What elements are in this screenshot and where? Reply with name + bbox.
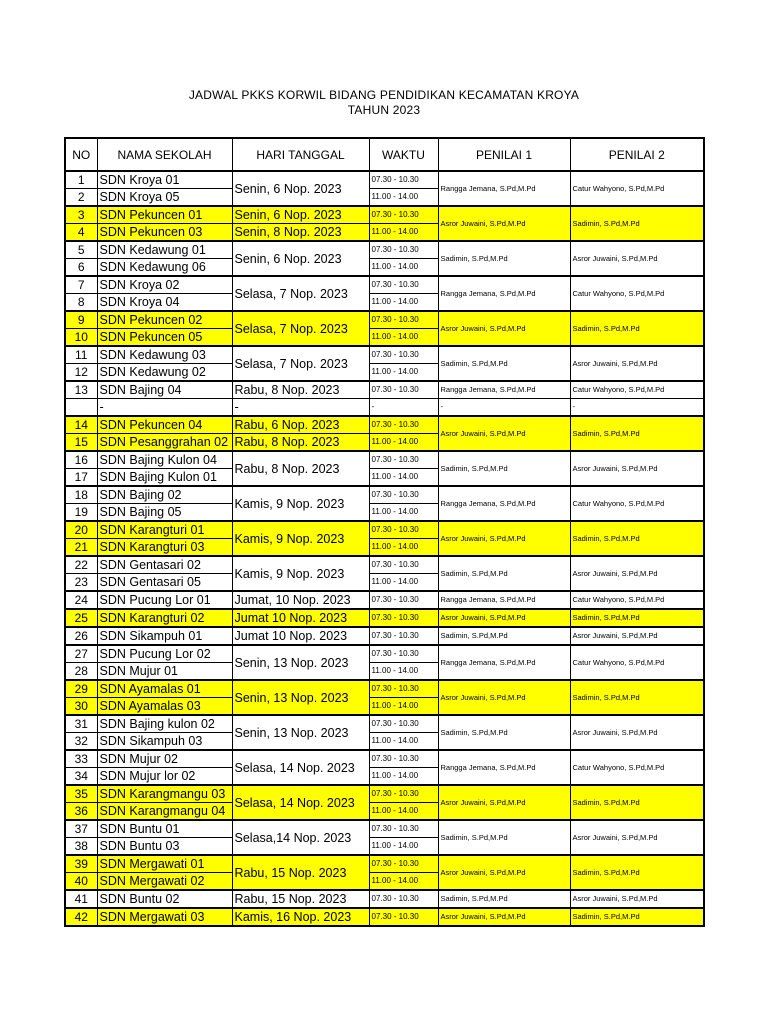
table-row [65,785,704,803]
row-number: 34 [65,768,97,786]
table-row [65,399,704,417]
row-number: 15 [65,434,97,452]
table-row [65,855,704,873]
row-number: 8 [65,294,97,312]
schedule-date: - [232,399,369,417]
schedule-time: 11.00 - 14.00 [369,329,438,347]
assessor-1: - [438,399,570,417]
row-number: 3 [65,206,97,224]
assessor-2: Asror Juwaini, S.Pd,M.Pd [570,627,704,645]
row-number: 5 [65,241,97,259]
table-row [65,908,704,926]
schedule-date: Rabu, 8 Nop. 2023 [232,451,369,486]
row-number: 24 [65,591,97,609]
assessor-1: Rangga Jemana, S.Pd,M.Pd [438,276,570,311]
assessor-2: Sadimin, S.Pd,M.Pd [570,206,704,241]
row-number: 27 [65,645,97,663]
schedule-time: 11.00 - 14.00 [369,224,438,242]
school-name: SDN Kroya 05 [97,189,232,207]
school-name: SDN Pekuncen 01 [97,206,232,224]
schedule-time: 07.30 - 10.30 [369,715,438,733]
schedule-time: 07.30 - 10.30 [369,521,438,539]
assessor-1: Rangga Jemana, S.Pd,M.Pd [438,486,570,521]
assessor-1: Rangga Jemana, S.Pd,M.Pd [438,591,570,609]
schedule-date: Senin, 13 Nop. 2023 [232,645,369,680]
assessor-2: Sadimin, S.Pd,M.Pd [570,908,704,926]
table-row [65,609,704,627]
row-number: 7 [65,276,97,294]
table-row [65,381,704,399]
row-number: 16 [65,451,97,469]
table-row [65,556,704,574]
row-number: 38 [65,838,97,856]
assessor-2: Asror Juwaini, S.Pd,M.Pd [570,820,704,855]
school-name: SDN Mergawati 03 [97,908,232,926]
table-row [65,715,704,733]
assessor-2: Sadimin, S.Pd,M.Pd [570,785,704,820]
assessor-2: Sadimin, S.Pd,M.Pd [570,680,704,715]
row-number: 25 [65,609,97,627]
assessor-1: Sadimin, S.Pd,M.Pd [438,715,570,750]
schedule-time: 07.30 - 10.30 [369,750,438,768]
row-number: 28 [65,663,97,681]
schedule-time: 07.30 - 10.30 [369,241,438,259]
school-name: SDN Pekuncen 04 [97,416,232,434]
assessor-2: Asror Juwaini, S.Pd,M.Pd [570,241,704,276]
schedule-table [64,137,705,927]
schedule-time: 11.00 - 14.00 [369,364,438,382]
assessor-2: Catur Wahyono, S.Pd,M.Pd [570,645,704,680]
table-body [65,171,704,926]
table-row [65,486,704,504]
row-number: 30 [65,698,97,716]
school-name: SDN Gentasari 05 [97,574,232,592]
assessor-2: - [570,399,704,417]
school-name: SDN Ayamalas 01 [97,680,232,698]
assessor-1: Sadimin, S.Pd,M.Pd [438,451,570,486]
schedule-date: Selasa, 14 Nop. 2023 [232,785,369,820]
schedule-date: Selasa, 14 Nop. 2023 [232,750,369,785]
schedule-time: 11.00 - 14.00 [369,469,438,487]
school-name: SDN Kedawung 02 [97,364,232,382]
schedule-time: 11.00 - 14.00 [369,539,438,557]
assessor-1: Rangga Jemana, S.Pd,M.Pd [438,171,570,206]
school-name: SDN Kroya 01 [97,171,232,189]
schedule-time: 11.00 - 14.00 [369,768,438,786]
schedule-date: Jumat 10 Nop. 2023 [232,627,369,645]
schedule-date: Kamis, 16 Nop. 2023 [232,908,369,926]
schedule-time: 11.00 - 14.00 [369,873,438,891]
header-school-name: NAMA SEKOLAH [97,138,232,171]
schedule-time: 11.00 - 14.00 [369,663,438,681]
row-number: 31 [65,715,97,733]
schedule-date: Rabu, 15 Nop. 2023 [232,890,369,908]
row-number: 40 [65,873,97,891]
schedule-date: Senin, 6 Nop. 2023 [232,241,369,276]
assessor-1: Asror Juwaini, S.Pd,M.Pd [438,416,570,451]
schedule-time: 07.30 - 10.30 [369,908,438,926]
row-number: 11 [65,346,97,364]
assessor-2: Catur Wahyono, S.Pd,M.Pd [570,171,704,206]
assessor-2: Asror Juwaini, S.Pd,M.Pd [570,451,704,486]
header-no: NO [65,138,97,171]
assessor-2: Catur Wahyono, S.Pd,M.Pd [570,486,704,521]
row-number: 39 [65,855,97,873]
assessor-1: Sadimin, S.Pd,M.Pd [438,820,570,855]
schedule-time: 07.30 - 10.30 [369,627,438,645]
schedule-time: 07.30 - 10.30 [369,609,438,627]
assessor-2: Asror Juwaini, S.Pd,M.Pd [570,556,704,591]
assessor-1: Rangga Jemana, S.Pd,M.Pd [438,750,570,785]
school-name: SDN Bajing 02 [97,486,232,504]
assessor-2: Sadimin, S.Pd,M.Pd [570,521,704,556]
table-row [65,346,704,364]
schedule-date: Kamis, 9 Nop. 2023 [232,556,369,591]
school-name: SDN Bajing Kulon 04 [97,451,232,469]
assessor-1: Sadimin, S.Pd,M.Pd [438,346,570,381]
table-row [65,206,704,224]
row-number: 36 [65,803,97,821]
row-number [65,399,97,417]
row-number: 18 [65,486,97,504]
row-number: 20 [65,521,97,539]
table-row [65,276,704,294]
school-name: SDN Mergawati 02 [97,873,232,891]
school-name: SDN Pucung Lor 01 [97,591,232,609]
table-row [65,451,704,469]
schedule-time: 07.30 - 10.30 [369,556,438,574]
assessor-2: Sadimin, S.Pd,M.Pd [570,311,704,346]
assessor-2: Sadimin, S.Pd,M.Pd [570,416,704,451]
schedule-date: Senin, 8 Nop. 2023 [232,224,369,242]
table-header [65,138,704,171]
schedule-date: Rabu, 6 Nop. 2023 [232,416,369,434]
school-name: SDN Karangmangu 03 [97,785,232,803]
school-name: SDN Kroya 02 [97,276,232,294]
table-row [65,171,704,189]
school-name: SDN Pekuncen 03 [97,224,232,242]
schedule-time: 07.30 - 10.30 [369,785,438,803]
schedule-date: Senin, 13 Nop. 2023 [232,715,369,750]
school-name: SDN Karangmangu 04 [97,803,232,821]
school-name: SDN Kedawung 06 [97,259,232,277]
table-row [65,750,704,768]
document-subtitle-year: TAHUN 2023 [347,103,421,117]
school-name: SDN Mujur 01 [97,663,232,681]
schedule-time: 07.30 - 10.30 [369,381,438,399]
table-row [65,591,704,609]
row-number: 12 [65,364,97,382]
row-number: 29 [65,680,97,698]
row-number: 37 [65,820,97,838]
assessor-1: Sadimin, S.Pd,M.Pd [438,241,570,276]
assessor-2: Catur Wahyono, S.Pd,M.Pd [570,591,704,609]
assessor-2: Sadimin, S.Pd,M.Pd [570,609,704,627]
schedule-time: 11.00 - 14.00 [369,838,438,856]
row-number: 4 [65,224,97,242]
school-name: SDN Pekuncen 02 [97,311,232,329]
assessor-1: Sadimin, S.Pd,M.Pd [438,556,570,591]
table-row [65,241,704,259]
row-number: 6 [65,259,97,277]
row-number: 33 [65,750,97,768]
schedule-date: Senin, 6 Nop. 2023 [232,206,369,224]
school-name: SDN Buntu 01 [97,820,232,838]
schedule-date: Rabu, 15 Nop. 2023 [232,855,369,890]
school-name: SDN Karangturi 01 [97,521,232,539]
assessor-1: Asror Juwaini, S.Pd,M.Pd [438,855,570,890]
schedule-time: 07.30 - 10.30 [369,680,438,698]
schedule-time: 11.00 - 14.00 [369,733,438,751]
row-number: 13 [65,381,97,399]
row-number: 2 [65,189,97,207]
assessor-2: Asror Juwaini, S.Pd,M.Pd [570,346,704,381]
table-row [65,820,704,838]
school-name: SDN Karangturi 03 [97,539,232,557]
schedule-time: 07.30 - 10.30 [369,451,438,469]
school-name: SDN Gentasari 02 [97,556,232,574]
schedule-time: 07.30 - 10.30 [369,171,438,189]
table-row [65,680,704,698]
schedule-time: 07.30 - 10.30 [369,276,438,294]
assessor-1: Asror Juwaini, S.Pd,M.Pd [438,785,570,820]
schedule-time: 07.30 - 10.30 [369,855,438,873]
schedule-date: Selasa,14 Nop. 2023 [232,820,369,855]
assessor-1: Asror Juwaini, S.Pd,M.Pd [438,206,570,241]
school-name: SDN Pekuncen 05 [97,329,232,347]
school-name: SDN Buntu 03 [97,838,232,856]
header-time: WAKTU [369,138,438,171]
row-number: 42 [65,908,97,926]
assessor-1: Sadimin, S.Pd,M.Pd [438,627,570,645]
schedule-time: 11.00 - 14.00 [369,574,438,592]
schedule-time: 11.00 - 14.00 [369,803,438,821]
schedule-time: 11.00 - 14.00 [369,698,438,716]
schedule-time: 07.30 - 10.30 [369,346,438,364]
school-name: SDN Mergawati 01 [97,855,232,873]
assessor-1: Asror Juwaini, S.Pd,M.Pd [438,680,570,715]
header-day-date: HARI TANGGAL [232,138,369,171]
table-row [65,890,704,908]
school-name: SDN Pesanggrahan 02 [97,434,232,452]
school-name: SDN Mujur 02 [97,750,232,768]
school-name: SDN Kroya 04 [97,294,232,312]
schedule-date: Jumat 10 Nop. 2023 [232,609,369,627]
school-name: - [97,399,232,417]
school-name: SDN Bajing 04 [97,381,232,399]
table-row [65,521,704,539]
schedule-date: Kamis, 9 Nop. 2023 [232,521,369,556]
header-assessor-2: PENILAI 2 [570,138,704,171]
schedule-date: Senin, 6 Nop. 2023 [232,171,369,206]
row-number: 41 [65,890,97,908]
school-name: SDN Kedawung 01 [97,241,232,259]
schedule-date: Selasa, 7 Nop. 2023 [232,276,369,311]
schedule-time: 07.30 - 10.30 [369,820,438,838]
table-row [65,311,704,329]
schedule-date: Kamis, 9 Nop. 2023 [232,486,369,521]
row-number: 21 [65,539,97,557]
schedule-time: 11.00 - 14.00 [369,259,438,277]
row-number: 23 [65,574,97,592]
schedule-time: 07.30 - 10.30 [369,416,438,434]
schedule-time: 07.30 - 10.30 [369,206,438,224]
schedule-date: Senin, 13 Nop. 2023 [232,680,369,715]
row-number: 19 [65,504,97,522]
row-number: 10 [65,329,97,347]
schedule-time: 07.30 - 10.30 [369,645,438,663]
row-number: 26 [65,627,97,645]
school-name: SDN Mujur lor 02 [97,768,232,786]
schedule-time: 07.30 - 10.30 [369,486,438,504]
row-number: 14 [65,416,97,434]
row-number: 17 [65,469,97,487]
school-name: SDN Kedawung 03 [97,346,232,364]
school-name: SDN Sikampuh 01 [97,627,232,645]
schedule-date: Rabu, 8 Nop. 2023 [232,434,369,452]
row-number: 9 [65,311,97,329]
school-name: SDN Sikampuh 03 [97,733,232,751]
table-row [65,645,704,663]
schedule-time: 07.30 - 10.30 [369,591,438,609]
assessor-1: Rangga Jemana, S.Pd,M.Pd [438,645,570,680]
school-name: SDN Karangturi 02 [97,609,232,627]
assessor-2: Asror Juwaini, S.Pd,M.Pd [570,715,704,750]
assessor-2: Sadimin, S.Pd,M.Pd [570,855,704,890]
schedule-date: Selasa, 7 Nop. 2023 [232,346,369,381]
assessor-1: Asror Juwaini, S.Pd,M.Pd [438,311,570,346]
school-name: SDN Ayamalas 03 [97,698,232,716]
schedule-time: 11.00 - 14.00 [369,504,438,522]
school-name: SDN Pucung Lor 02 [97,645,232,663]
school-name: SDN Buntu 02 [97,890,232,908]
schedule-date: Selasa, 7 Nop. 2023 [232,311,369,346]
assessor-1: Asror Juwaini, S.Pd,M.Pd [438,908,570,926]
table-row [65,627,704,645]
schedule-time: 11.00 - 14.00 [369,434,438,452]
table-row [65,416,704,434]
assessor-2: Asror Juwaini, S.Pd,M.Pd [570,890,704,908]
schedule-time: 11.00 - 14.00 [369,189,438,207]
header-row [65,138,704,171]
schedule-time: - [369,399,438,417]
assessor-1: Asror Juwaini, S.Pd,M.Pd [438,609,570,627]
school-name: SDN Bajing kulon 02 [97,715,232,733]
assessor-1: Rangga Jemana, S.Pd,M.Pd [438,381,570,399]
school-name: SDN Bajing 05 [97,504,232,522]
schedule-date: Jumat, 10 Nop. 2023 [232,591,369,609]
schedule-time: 11.00 - 14.00 [369,294,438,312]
header-assessor-1: PENILAI 1 [438,138,570,171]
row-number: 35 [65,785,97,803]
assessor-1: Asror Juwaini, S.Pd,M.Pd [438,521,570,556]
assessor-2: Catur Wahyono, S.Pd,M.Pd [570,276,704,311]
row-number: 32 [65,733,97,751]
schedule-time: 07.30 - 10.30 [369,890,438,908]
document-title: JADWAL PKKS KORWIL BIDANG PENDIDIKAN KECAMATAN KROYA [188,88,580,102]
row-number: 22 [65,556,97,574]
assessor-1: Sadimin, S.Pd,M.Pd [438,890,570,908]
school-name: SDN Bajing Kulon 01 [97,469,232,487]
assessor-2: Catur Wahyono, S.Pd,M.Pd [570,750,704,785]
schedule-date: Rabu, 8 Nop. 2023 [232,381,369,399]
assessor-2: Catur Wahyono, S.Pd,M.Pd [570,381,704,399]
schedule-time: 07.30 - 10.30 [369,311,438,329]
row-number: 1 [65,171,97,189]
